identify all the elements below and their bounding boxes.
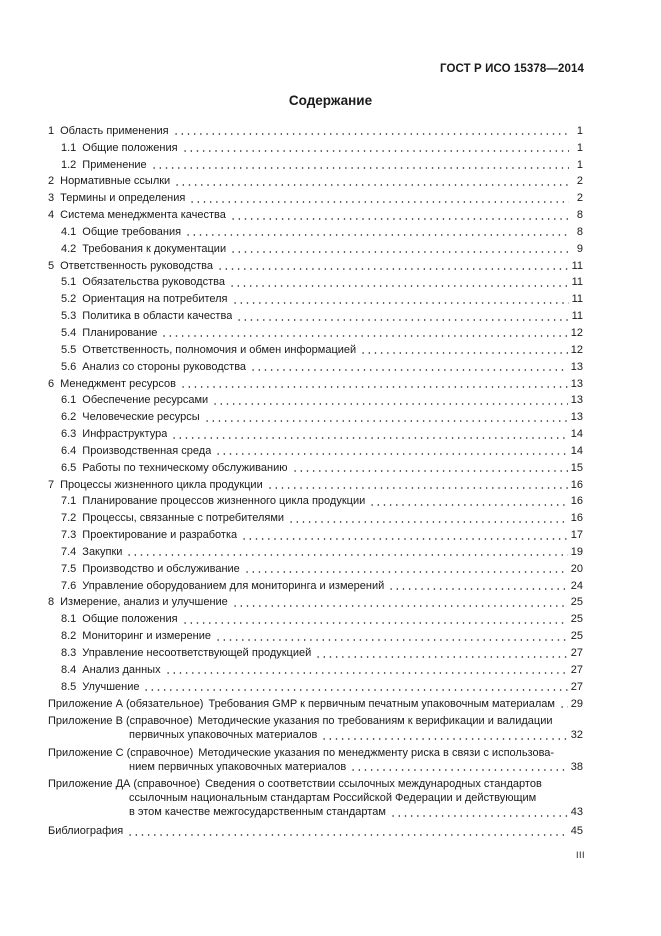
toc-entry[interactable] — [48, 323, 583, 340]
toc-entry-label: Инфраструктура — [82, 428, 168, 441]
toc-entry[interactable] — [48, 273, 583, 290]
appendix-title-line: Требования GMP к первичным печатным упаковочным материалам — [208, 697, 555, 710]
toc-entry[interactable] — [48, 576, 583, 593]
toc-entry-page: 1 — [576, 124, 583, 137]
toc-entry-page: 25 — [570, 613, 583, 626]
toc-entry-label: Закупки — [82, 545, 123, 558]
dot-leader — [161, 335, 567, 337]
toc-entry-appendix[interactable] — [48, 714, 583, 742]
toc-entry[interactable] — [48, 508, 583, 525]
toc-entry-number: 8.3 — [61, 647, 77, 659]
toc-entry-number: 6.1 — [61, 394, 77, 407]
appendix-title-line: Сведения о соответствии ссылочных международных стандартов — [205, 778, 542, 791]
document-standard-number: ГОСТ Р ИСО 15378—2014 — [439, 63, 584, 75]
toc-entry-label: Общие требования — [82, 225, 182, 238]
toc-entry[interactable] — [48, 458, 583, 475]
toc-entry-appendix[interactable] — [48, 746, 583, 774]
toc-entry-page: 16 — [570, 478, 583, 491]
toc-entry-label: Область применения — [60, 124, 169, 137]
dot-leader — [369, 504, 568, 506]
toc-entry-label: Ответственность, полномочия и обмен информацией — [82, 343, 357, 356]
toc-entry-label: Производственная среда — [82, 444, 212, 457]
toc-entry-number: 4.1 — [61, 225, 77, 238]
toc-entry-label: Библиография — [48, 825, 124, 838]
dot-leader — [180, 386, 568, 388]
toc-entry-number: 5.6 — [61, 360, 77, 373]
toc-entry[interactable] — [48, 289, 583, 306]
appendix-heading: Приложение С (справочное) — [48, 746, 194, 759]
toc-entry-appendix[interactable] — [48, 777, 583, 819]
dot-leader — [229, 285, 569, 287]
toc-entry-label: Управление оборудованием для мониторинга и измерений — [82, 579, 385, 592]
toc-entry-number: 7.2 — [61, 512, 77, 525]
toc-entry-label: Обязательства руководства — [82, 276, 225, 289]
toc-entry[interactable] — [48, 188, 583, 205]
dot-leader — [215, 639, 568, 641]
toc-entry-label: Система менеджмента качества — [60, 209, 226, 222]
toc-entry-number: 6.2 — [61, 411, 77, 424]
toc-entry-number: 7 — [48, 478, 55, 491]
toc-entry-label: Процессы, связанные с потребителями — [82, 512, 285, 525]
toc-entry-label: Планирование процессов жизненного цикла продукции — [82, 495, 366, 508]
dot-leader — [215, 453, 567, 455]
dot-leader — [267, 487, 568, 489]
appendix-title-line: Методические указания по менеджменту риска в связи с использова- — [198, 746, 555, 759]
appendix-heading: Приложение А (обязательное) — [48, 697, 204, 710]
toc-entry-label: Мониторинг и измерение — [82, 630, 211, 643]
toc-entry-label: Ответственность руководства — [60, 259, 214, 272]
toc-entry-bibliography[interactable] — [48, 821, 583, 838]
toc-entry[interactable] — [48, 559, 583, 576]
toc-entry-number: 7.5 — [61, 562, 77, 575]
toc-entry[interactable] — [48, 138, 583, 155]
toc-entry-page: 16 — [570, 495, 583, 508]
toc-entry-number: 5 — [48, 259, 55, 272]
toc-entry-page: 1 — [576, 141, 583, 154]
toc-entry[interactable] — [48, 643, 583, 660]
toc-entry[interactable] — [48, 374, 583, 391]
toc-entry-number: 4 — [48, 209, 55, 222]
toc-entry[interactable] — [48, 609, 583, 626]
toc-entry-label: Общие положения — [82, 141, 178, 154]
toc-entry-page: 25 — [570, 630, 583, 643]
toc-entry[interactable] — [48, 626, 583, 643]
toc-entry-label: Менеджмент ресурсов — [60, 377, 176, 390]
dot-leader — [232, 605, 568, 607]
toc-entry-number: 5.1 — [61, 276, 77, 289]
appendix-title-line: первичных упаковочных материалов — [129, 729, 318, 742]
toc-entry-page: 25 — [570, 596, 583, 609]
dot-leader — [151, 167, 569, 169]
toc-entry-page: 11 — [571, 310, 583, 323]
toc-entry-label: Анализ данных — [82, 663, 161, 676]
dot-leader — [292, 470, 568, 472]
dot-leader — [236, 319, 568, 321]
dot-leader — [388, 588, 568, 590]
toc-entry[interactable] — [48, 593, 583, 610]
toc-entry-page: 24 — [570, 579, 583, 592]
toc-entry-label: Измерение, анализ и улучшение — [60, 596, 228, 609]
toc-entry-label: Ориентация на потребителя — [82, 293, 228, 306]
toc-entry-label: Проектирование и разработка — [82, 529, 238, 542]
toc-entry-number: 6 — [48, 377, 55, 390]
toc-entry[interactable] — [48, 256, 583, 273]
dot-leader — [230, 218, 569, 220]
toc-entry-number: 5.3 — [61, 310, 77, 323]
toc-entry-number: 8.2 — [61, 630, 77, 643]
dot-leader — [244, 571, 568, 573]
appendix-heading: Приложение ДА (справочное) — [48, 778, 201, 791]
appendix-title-line: нием первичных упаковочных материалов — [129, 760, 347, 773]
toc-entry-number: 6.4 — [61, 444, 77, 457]
appendix-title-line: ссылочным национальным стандартам Российской Федерации и действующим — [129, 792, 537, 805]
page-folio: III — [575, 850, 585, 860]
toc-entry-number: 3 — [48, 192, 55, 205]
toc-entry-page: 13 — [570, 360, 583, 373]
toc-entry-page: 38 — [570, 760, 583, 773]
toc-entry[interactable] — [48, 222, 583, 239]
toc-entry-label: Требования к документации — [82, 242, 227, 255]
toc-entry-number: 7.1 — [61, 495, 77, 508]
toc-entry-number: 8.1 — [61, 613, 77, 626]
toc-entry-page: 15 — [570, 461, 583, 474]
toc-entry-page: 16 — [570, 512, 583, 525]
toc-entry-number: 1.1 — [61, 141, 77, 154]
dot-leader — [250, 369, 568, 371]
toc-entry-page: 13 — [570, 411, 583, 424]
toc-entry[interactable] — [48, 357, 583, 374]
toc-entry-number: 2 — [48, 175, 55, 188]
dot-leader — [241, 538, 568, 540]
toc-entry-label: Производство и обслуживание — [82, 562, 240, 575]
toc-entry-label: Планирование — [82, 326, 158, 339]
toc-entry-number: 6.5 — [61, 461, 77, 474]
toc-entry[interactable] — [48, 121, 583, 138]
dot-leader — [217, 268, 569, 270]
toc-entry-label: Применение — [82, 158, 147, 171]
dot-leader — [127, 834, 568, 836]
toc-entry-label: Управление несоответствующей продукцией — [82, 647, 312, 659]
dot-leader — [174, 184, 569, 186]
toc-entry-page: 43 — [570, 806, 583, 819]
toc-entry-number: 1.2 — [61, 158, 77, 171]
dot-leader — [559, 706, 568, 708]
toc-entry-page: 19 — [570, 545, 583, 558]
toc-entry-number: 6.3 — [61, 428, 77, 441]
toc-entry[interactable] — [48, 306, 583, 323]
toc-entry-label: Общие положения — [82, 613, 178, 626]
dot-leader — [288, 521, 568, 523]
toc-entry-number: 8.4 — [61, 663, 77, 676]
toc-entry-page: 1 — [576, 158, 583, 171]
toc-entry-number: 5.5 — [61, 343, 77, 356]
dot-leader — [230, 251, 569, 253]
toc-entry-label: Политика в области качества — [82, 310, 233, 323]
toc-entry-page: 8 — [576, 225, 583, 238]
dot-leader — [360, 352, 568, 354]
toc-entry-number: 4.2 — [61, 242, 77, 255]
toc-entry-number: 5.4 — [61, 326, 77, 339]
toc-entry-page: 14 — [570, 428, 583, 441]
toc-entry-page: 14 — [570, 444, 583, 457]
page-title: Содержание — [288, 93, 373, 108]
toc-entry-label: Обеспечение ресурсами — [82, 394, 209, 407]
dot-leader — [315, 656, 567, 658]
dot-leader — [321, 738, 567, 740]
dot-leader — [182, 150, 569, 152]
toc-entry-page: 8 — [576, 209, 583, 222]
toc-entry-page: 11 — [571, 259, 583, 272]
toc-entry-page: 17 — [570, 529, 583, 542]
table-of-contents — [48, 121, 583, 838]
dot-leader — [126, 554, 567, 556]
toc-entry-number: 8 — [48, 596, 55, 609]
toc-entry[interactable] — [48, 155, 583, 172]
appendix-heading: Приложение В (справочное) — [48, 715, 193, 728]
toc-entry-label: Работы по техническому обслуживанию — [82, 461, 288, 474]
dot-leader — [165, 672, 568, 674]
toc-entry-page: 2 — [576, 175, 583, 188]
toc-entry-page: 27 — [570, 680, 583, 693]
toc-entry-page: 12 — [570, 343, 583, 356]
toc-entry-label: Нормативные ссылки — [60, 175, 171, 188]
toc-entry[interactable] — [48, 441, 583, 458]
toc-entry-page: 11 — [571, 276, 583, 289]
dot-leader — [390, 815, 568, 817]
toc-entry[interactable] — [48, 391, 583, 408]
toc-entry-number: 5.2 — [61, 293, 77, 306]
toc-entry[interactable] — [48, 475, 583, 492]
toc-entry-page: 13 — [570, 394, 583, 407]
toc-entry-page: 29 — [570, 697, 583, 710]
toc-entry-page: 27 — [570, 663, 583, 676]
toc-entry[interactable] — [48, 525, 583, 542]
toc-entry-label: Процессы жизненного цикла продукции — [60, 478, 263, 491]
toc-entry-page: 11 — [571, 293, 583, 306]
toc-entry[interactable] — [48, 340, 583, 357]
dot-leader — [212, 403, 568, 405]
toc-entry-appendix[interactable] — [48, 697, 583, 711]
toc-entry[interactable] — [48, 424, 583, 441]
appendix-title-line: Методические указания по требованиям к верификации и валидации — [197, 715, 553, 728]
toc-entry-label: Термины и определения — [60, 192, 186, 205]
toc-entry[interactable] — [48, 172, 583, 189]
toc-entry-number: 7.3 — [61, 529, 77, 542]
toc-entry-page: 9 — [576, 242, 583, 255]
toc-entry[interactable] — [48, 239, 583, 256]
toc-entry-label: Улучшение — [82, 680, 140, 693]
toc-entry-page: 32 — [570, 729, 583, 742]
toc-entry-label: Анализ со стороны руководства — [82, 360, 247, 373]
dot-leader — [143, 689, 567, 691]
dot-leader — [173, 133, 569, 135]
toc-entry-number: 1 — [48, 124, 55, 137]
dot-leader — [182, 622, 568, 624]
toc-entry-page: 27 — [570, 647, 583, 659]
dot-leader — [204, 420, 568, 422]
toc-entry-page: 20 — [570, 562, 583, 575]
toc-entry-page: 13 — [570, 377, 583, 390]
toc-entry[interactable] — [48, 677, 583, 694]
toc-entry-number: 7.6 — [61, 579, 77, 592]
toc-entry[interactable] — [48, 492, 583, 509]
toc-entry-page: 2 — [576, 192, 583, 205]
toc-entry-page: 45 — [570, 825, 583, 838]
toc-entry-page: 12 — [570, 326, 583, 339]
dot-leader — [189, 201, 569, 203]
toc-entry[interactable] — [48, 205, 583, 222]
toc-entry[interactable] — [48, 542, 583, 559]
dot-leader — [185, 234, 569, 236]
toc-entry[interactable] — [48, 407, 583, 424]
dot-leader — [350, 769, 568, 771]
toc-entry[interactable] — [48, 660, 583, 677]
dot-leader — [171, 437, 567, 439]
toc-entry-number: 7.4 — [61, 545, 77, 558]
toc-entry-number: 8.5 — [61, 680, 77, 693]
toc-entry-label: Человеческие ресурсы — [82, 411, 200, 424]
dot-leader — [232, 302, 569, 304]
appendix-title-line: в этом качестве межгосударственным стандартам — [129, 806, 386, 819]
